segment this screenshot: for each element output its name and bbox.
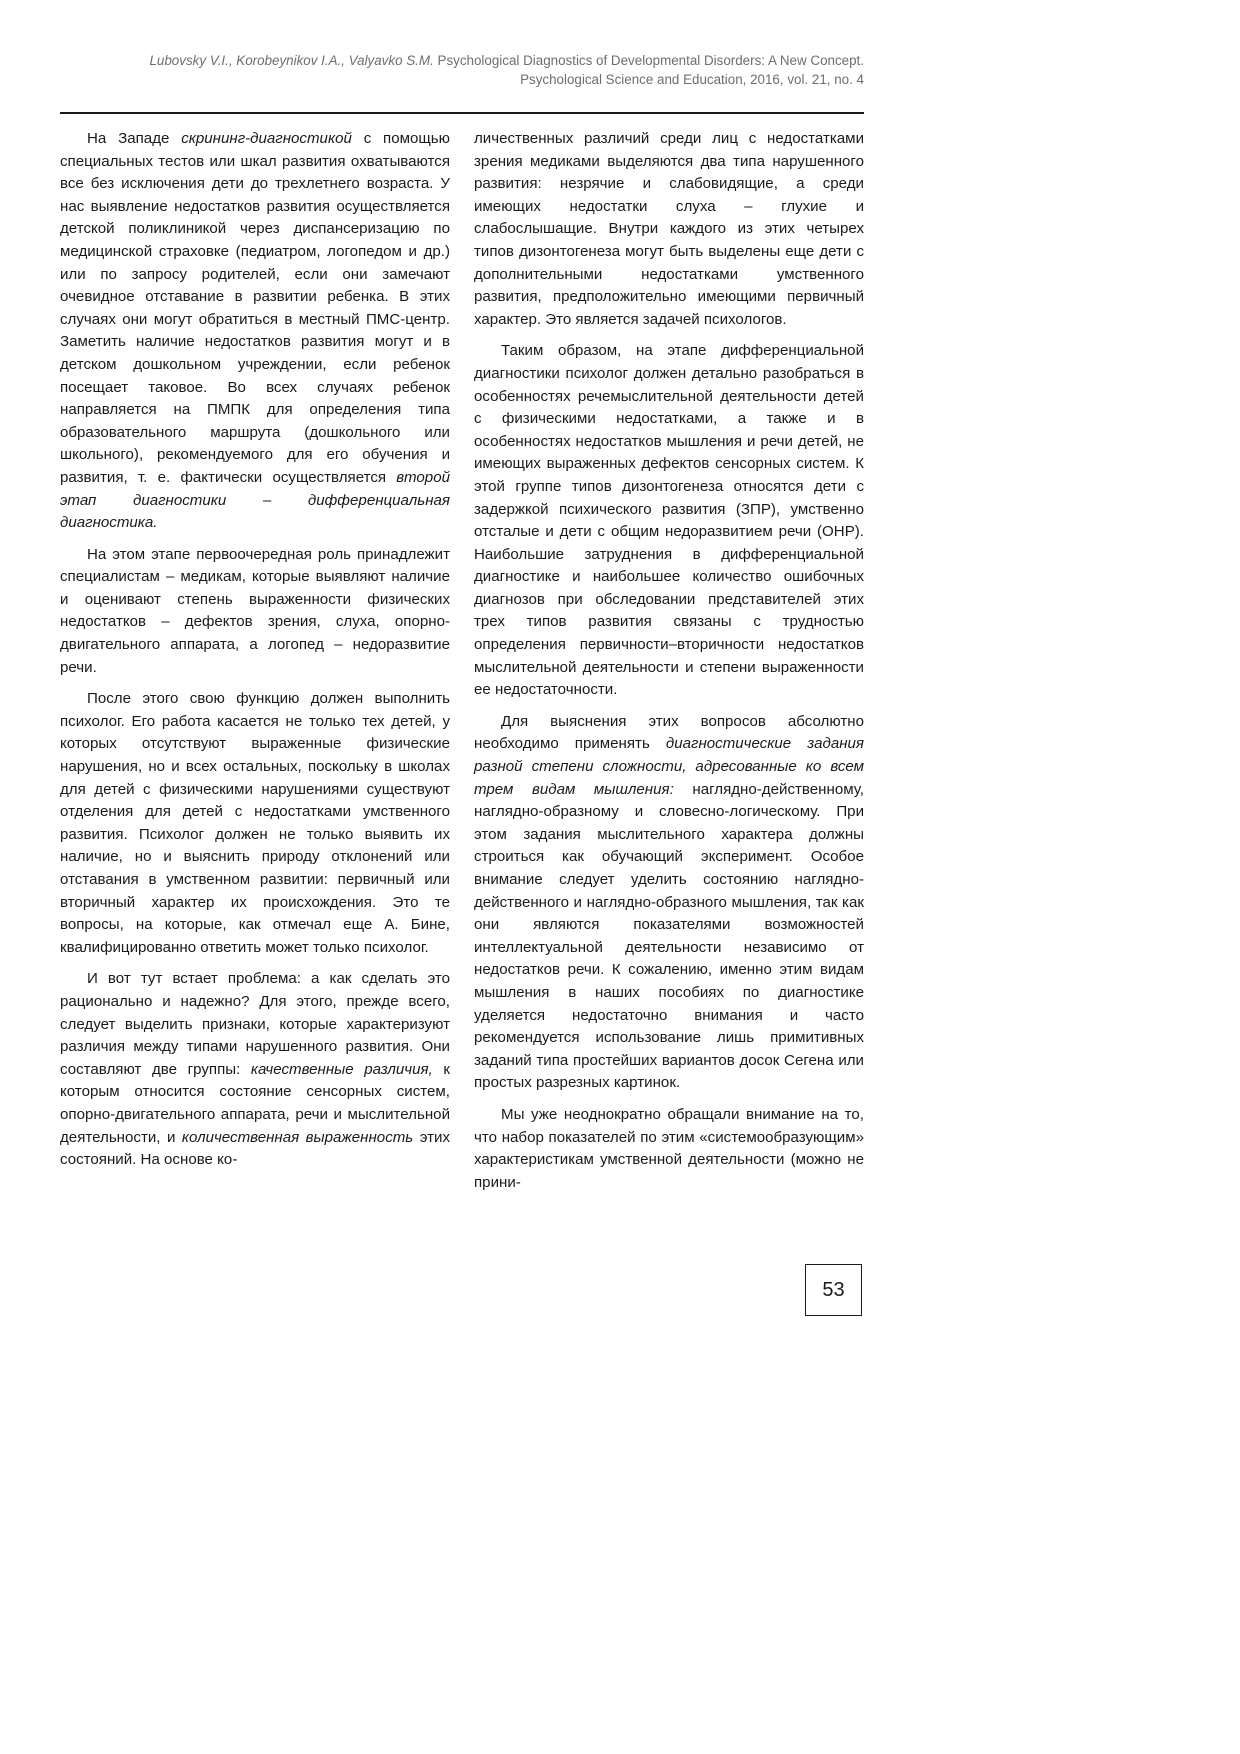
page-number: 53 [805,1264,862,1316]
text-run: с помощью специальных тестов или шкал развития охватываются все без исключения дети до трехлетнего возраста. У нас выявление недостатков развития осуществляется детской поликлиникой через диспансеризацию по медицинской страховке (педиатром, логопедом и др.) или по запросу родителей, если они замечают очевидное отставание в развитии ребенка. В этих случаях они могут обратиться в местный ПМС-центр. Заметить наличие недостатков развития могут и в детском дошкольном учреждении, если ребенок посещает таковое. Во всех случаях ребенок направляется на ПМПК для определения типа образовательного маршрута (дошкольного или школьного), рекомендуемого для его обучения и развития, т. е. фактически осуществляется [60,130,450,486]
header-journal: Psychological Science and Education, 2016, vol. 21, no. 4 [520,71,864,87]
text-run: И вот тут встает проблема: а как сделать это рационально и надежно? Для этого, прежде всего, следует выделить признаки, которые характеризуют различия между типами нарушенного развития. Они составляют две группы: [60,970,450,1078]
paragraph: Таким образом, на этапе дифференциальной диагностики психолог должен детально разобраться в особенностях речемыслительной деятельности детей с физическими недостатками, а также и в особенностях недостатков мышления и речи детей, не имеющих выраженных дефектов сенсорных систем. К этой группе типов дизонтогенеза относятся дети с задержкой психического развития (ЗПР), умственно отсталые и дети с общим недоразвитием речи (ОНР). Наибольшие затруднения в дифференциальной диагностике и наибольшее количество ошибочных диагнозов при обследовании представителей этих трех типов развития связаны с трудностью определения первичности–вторичности недостатков мыслительной деятельности и степени выраженности ее недостаточности. [474,342,864,699]
italic-term: качественные различия, [250,1060,433,1078]
text-run: к которым относится состояние сенсорных систем, опорно-двигательного аппарата, речи и мыслительной деятельности, и [60,1060,450,1146]
italic-term: количественная выраженность [181,1128,414,1146]
header-citation-line [60,52,864,71]
text-run: Для выяснения этих вопросов абсолютно необходимо применять [474,712,864,753]
right-column [474,128,864,1203]
header-title: Psychological Diagnostics of Developmental Disorders: A New Concept. [437,53,864,68]
paragraph: личественных различий среди лиц с недостатками зрения медиками выделяются два типа нарушенного развития: незрячие и слабовидящие, а среди имеющих недостатки слуха – глухие и слабослышащие. Внутри каждого из этих четырех типов дизонтогенеза могут быть выделены еще дети с дополнительными недостатками умственного развития, предположительно имеющими первичный характер. Это является задачей психологов. [474,130,864,328]
italic-term: скрининг-диагностикой [181,130,352,147]
running-header [60,52,864,89]
paragraph: На этом этапе первоочередная роль принадлежит специалистам – медикам, которые выявляют наличие и оценивают степень выраженности физических недостатков – дефектов зрения, слуха, опорно-двигательного аппарата, а логопед – недоразвитие речи. [60,545,450,676]
text-run: На Западе [87,130,182,147]
italic-term: диагностические задания разной степени сложности, адресованные ко всем трем видам мышления: [474,735,864,798]
paragraph [474,711,864,1095]
paragraph: После этого свою функцию должен выполнить психолог. Его работа касается не только тех детей, у которых отсутствуют выраженные физические нарушения, но и всех остальных, поскольку в школах для детей с физическими нарушениями существуют отделения для детей с недостатками умственного развития. Психолог должен не только выявить их наличие, но и выяснить природу отклонений или отставания в умственном развитии: первичный или вторичный характер их происхождения. Это те вопросы, на которые, как отмечал еще А. Бине, квалифицированно ответить может только психолог. [60,690,450,956]
paragraph [60,968,450,1171]
header-rule [60,112,864,114]
left-column [60,128,450,1181]
text-run: наглядно-действенному, наглядно-образному и словесно-логическому. При этом задания мыслительного характера должны строиться как обучающий эксперимент. Особое внимание следует уделить состоянию наглядно-действенного и наглядно-образного мышления, так как они являются показателями возможностей интеллектуальной деятельности независимо от недостатков речи. К сожалению, именно этим видам мышления в наших пособиях по диагностике уделяется недостаточно внимания и часто рекомендуется использование лишь примитивных заданий типа простейших вариантов досок Сегена или простых разрезных картинок. [474,780,864,1092]
text-run: этих состояний. На основе ко- [60,1128,450,1169]
paragraph: Мы уже неоднократно обращали внимание на то, что набор показателей по этим «системообразующим» характеристикам умственной деятельности (можно не прини- [474,1105,864,1191]
paragraph [60,128,450,535]
header-authors: Lubovsky V.I., Korobeynikov I.A., Valyavko S.M. [149,53,434,68]
italic-term: второй этап диагностики – дифференциальная диагностика. [60,468,450,532]
